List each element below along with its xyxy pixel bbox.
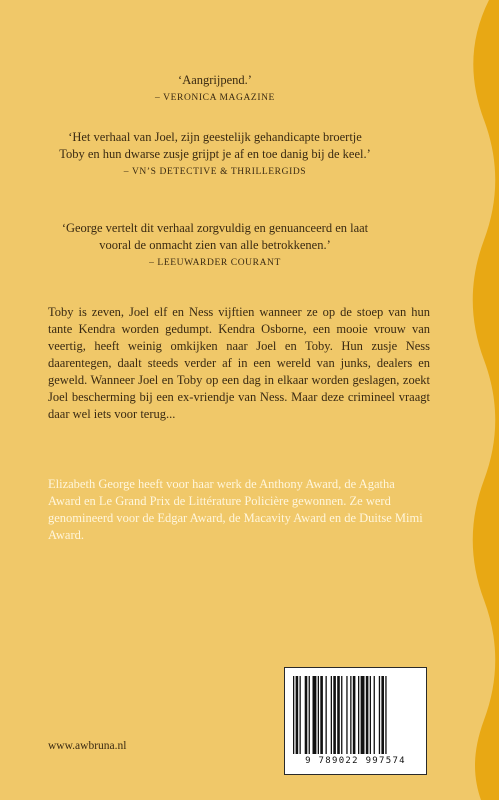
review-quote-1	[0, 72, 430, 107]
publisher-website: www.awbruna.nl	[48, 740, 127, 752]
quote-text: ‘Aangrijpend.’	[178, 73, 252, 87]
author-bio: Elizabeth George heeft voor haar werk de Anthony Award, de Agatha Award en Le Grand Prix de Littérature Policière gewonnen. Ze werd genomineerd voor de Edgar Award, de Macavity Award en de Duitse Mimi Award.	[48, 477, 423, 542]
wavy-edge	[429, 0, 499, 800]
barcode-number: 9 789022 997574	[305, 756, 406, 766]
barcode-bars	[291, 676, 420, 754]
book-blurb: Toby is zeven, Joel elf en Ness vijftien wanneer ze op de stoep van hun tante Kendra worden gedumpt. Kendra Osborne, een mooie vrouw van veertig, heeft weinig omkijken naar Joel en Toby. Hun zusje Ness daarentegen, daalt steeds verder af in een wereld van junks, dealers en geweld. Wanneer Joel en Toby op een dag in elkaar worden geslagen, zoekt Joel bescherming bij een ex-vriendje van Ness. Maar deze crimineel vraagt daar wel iets voor terug...	[48, 305, 430, 421]
review-quote-2	[0, 129, 430, 181]
quote-text: ‘Het verhaal van Joel, zijn geestelijk gehandicapte broertje Toby en hun dwarse zusje grijpt je af en toe danig bij de keel.’	[59, 130, 371, 161]
quote-text: ‘George vertelt dit verhaal zorgvuldig en genuanceerd en laat vooral de onmacht zien van alle betrokkenen.’	[61, 221, 369, 252]
quote-source: – VERONICA MAGAZINE	[155, 93, 275, 103]
review-quote-3	[0, 220, 430, 272]
quote-source: – LEEUWARDER COURANT	[149, 258, 281, 268]
barcode	[284, 667, 427, 775]
quote-source: – VN’S DETECTIVE & THRILLERGIDS	[123, 167, 307, 177]
